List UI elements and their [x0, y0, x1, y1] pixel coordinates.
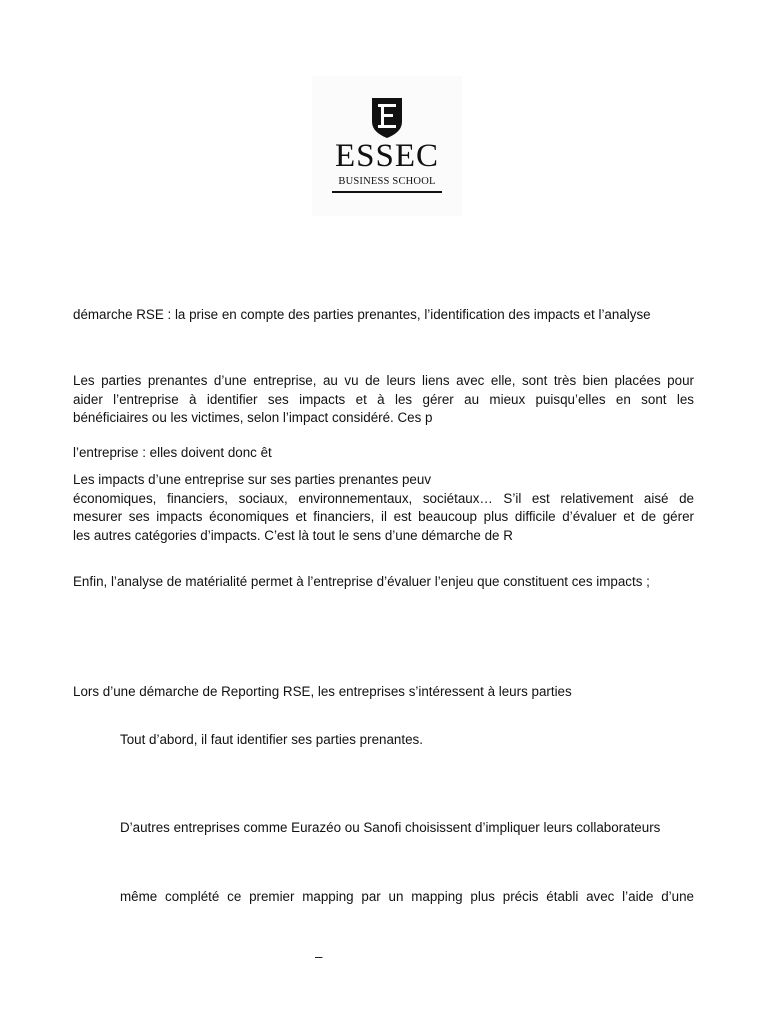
paragraph-rse-approach: démarche RSE : la prise en compte des parties prenantes, l’identification des impacts et l’analyse	[73, 307, 651, 322]
paragraph-line: économiques, financiers, sociaux, environnementaux, sociétaux… S’il est relativement aisé de	[73, 490, 694, 506]
dash-mark: –	[315, 949, 323, 964]
logo-underline	[332, 191, 442, 193]
essec-logo	[312, 76, 462, 216]
paragraph-company-line: l’entreprise : elles doivent donc êt	[73, 445, 272, 460]
paragraph-identify: Tout d’abord, il faut identifier ses parties prenantes.	[120, 732, 423, 747]
logo-subtitle: BUSINESS SCHOOL	[338, 176, 436, 187]
paragraph-line: Les parties prenantes d’une entreprise, au vu de leurs liens avec elle, sont très bien placées pour	[73, 373, 694, 388]
paragraph-line: aider l’entreprise à identifier ses impacts et à les gérer au mieux puisqu’elles en sont les	[73, 391, 694, 407]
paragraph-line: Les impacts d’une entreprise sur ses parties prenantes peuv	[73, 472, 432, 487]
paragraph-mapping	[120, 888, 694, 907]
paragraph-line: même complété ce premier mapping par un mapping plus précis établi avec l’aide d’une	[120, 889, 694, 904]
paragraph-line: les autres catégories d’impacts. C’est là tout le sens d’une démarche de R	[73, 527, 513, 543]
paragraph-materiality: Enfin, l’analyse de matérialité permet à l’entreprise d’évaluer l’enjeu que constituent ces impacts ;	[73, 574, 650, 589]
paragraph-stakeholders	[73, 372, 694, 428]
paragraph-reporting: Lors d’une démarche de Reporting RSE, les entreprises s’intéressent à leurs parties	[73, 684, 572, 699]
paragraph-impacts	[73, 471, 694, 545]
paragraph-other-companies: D’autres entreprises comme Eurazéo ou Sanofi choisissent d’impliquer leurs collaborateurs	[120, 820, 661, 835]
paragraph-line: mesurer ses impacts économiques et financiers, il est beaucoup plus difficile d’évaluer et de gérer	[73, 509, 694, 524]
paragraph-line: bénéficiaires ou les victimes, selon l’impact considéré. Ces p	[73, 410, 433, 425]
logo-wordmark: ESSEC	[334, 138, 440, 174]
